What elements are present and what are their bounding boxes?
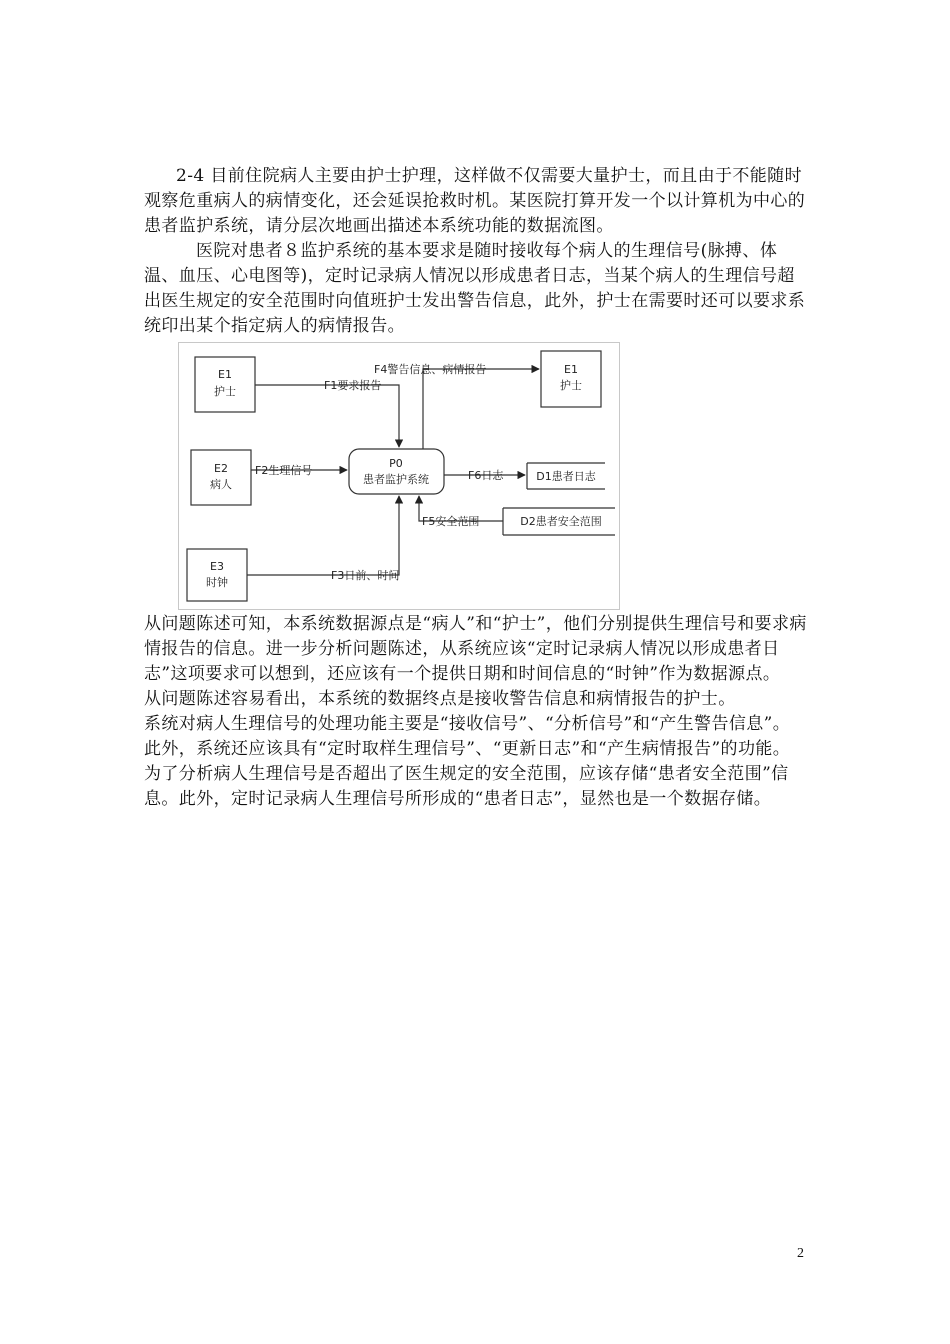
flow-f6-label: F6日志 [468, 469, 504, 482]
entity-e1-left-name: 护士 [214, 385, 236, 398]
entity-e1-right-name: 护士 [560, 379, 582, 392]
entity-e3-name: 时钟 [206, 576, 228, 589]
entity-e3-id: E3 [210, 560, 224, 573]
flow-f5-label: F5安全范围 [422, 515, 480, 528]
page-number: 2 [797, 1246, 804, 1261]
analysis-paragraph: 从问题陈述容易看出，本系统的数据终点是接收警告信息和病情报告的护士。 [144, 689, 736, 709]
analysis-paragraph: 为了分析病人生理信号是否超出了医生规定的安全范围，应该存储“患者安全范围”信息。此外，定时记录病人生理信号所形成的“患者日志”，显然也是一个数据存储。 [144, 764, 789, 809]
flow-f3-label: F3日前、时间 [331, 569, 400, 582]
entity-e3-box [187, 549, 247, 601]
flow-f4-line [423, 369, 539, 449]
data-flow-diagram-svg [179, 343, 619, 609]
flow-f4-label: F4警告信息、病情报告 [374, 363, 487, 376]
flow-f2-label: F2生理信号 [255, 464, 313, 477]
flow-f1-label: F1要求报告 [324, 379, 382, 392]
analysis-paragraph: 此外，系统还应该具有“定时取样生理信号”、“更新日志”和“产生病情报告”的功能。 [144, 739, 791, 759]
store-d2-label: D2患者安全范围 [520, 515, 602, 528]
analysis-text [144, 612, 808, 812]
data-flow-diagram [178, 342, 620, 610]
process-p0-id: P0 [389, 457, 403, 470]
entity-e1-left-id: E1 [218, 368, 232, 381]
flow-f3-line [247, 496, 399, 575]
process-p0-name: 患者监护系统 [363, 473, 429, 486]
process-p0-box [349, 449, 444, 494]
analysis-paragraph: 系统对病人生理信号的处理功能主要是“接收信号”、“分析信号”和“产生警告信息”。 [144, 714, 791, 734]
flow-f1-line [255, 385, 399, 447]
intro-paragraph: 2-4 目前住院病人主要由护士护理，这样做不仅需要大量护士，而且由于不能随时观察危重病人的病情变化，还会延误抢救时机。某医院打算开发一个以计算机为中心的患者监护系统，请分层次地画出描述本系统功能的数据流图。 [144, 166, 806, 236]
entity-e2-id: E2 [214, 462, 228, 475]
entity-e2-name: 病人 [210, 478, 232, 491]
store-d1-label: D1患者日志 [536, 470, 596, 483]
analysis-paragraph: 从问题陈述可知，本系统数据源点是“病人”和“护士”，他们分别提供生理信号和要求病情报告的信息。进一步分析问题陈述，从系统应该“定时记录病人情况以形成患者日志”这项要求可以想到，还应该有一个提供日期和时间信息的“时钟”作为数据源点。 [144, 614, 807, 684]
entity-e1-right-id: E1 [564, 363, 578, 376]
requirements-paragraph: 医院对患者８监护系统的基本要求是随时接收每个病人的生理信号(脉搏、体温、血压、心电图等)，定时记录病人情况以形成患者日志，当某个病人的生理信号超出医生规定的安全范围时向值班护士发出警告信息，此外，护士在需要时还可以要求系统印出某个指定病人的病情报告。 [144, 241, 806, 336]
